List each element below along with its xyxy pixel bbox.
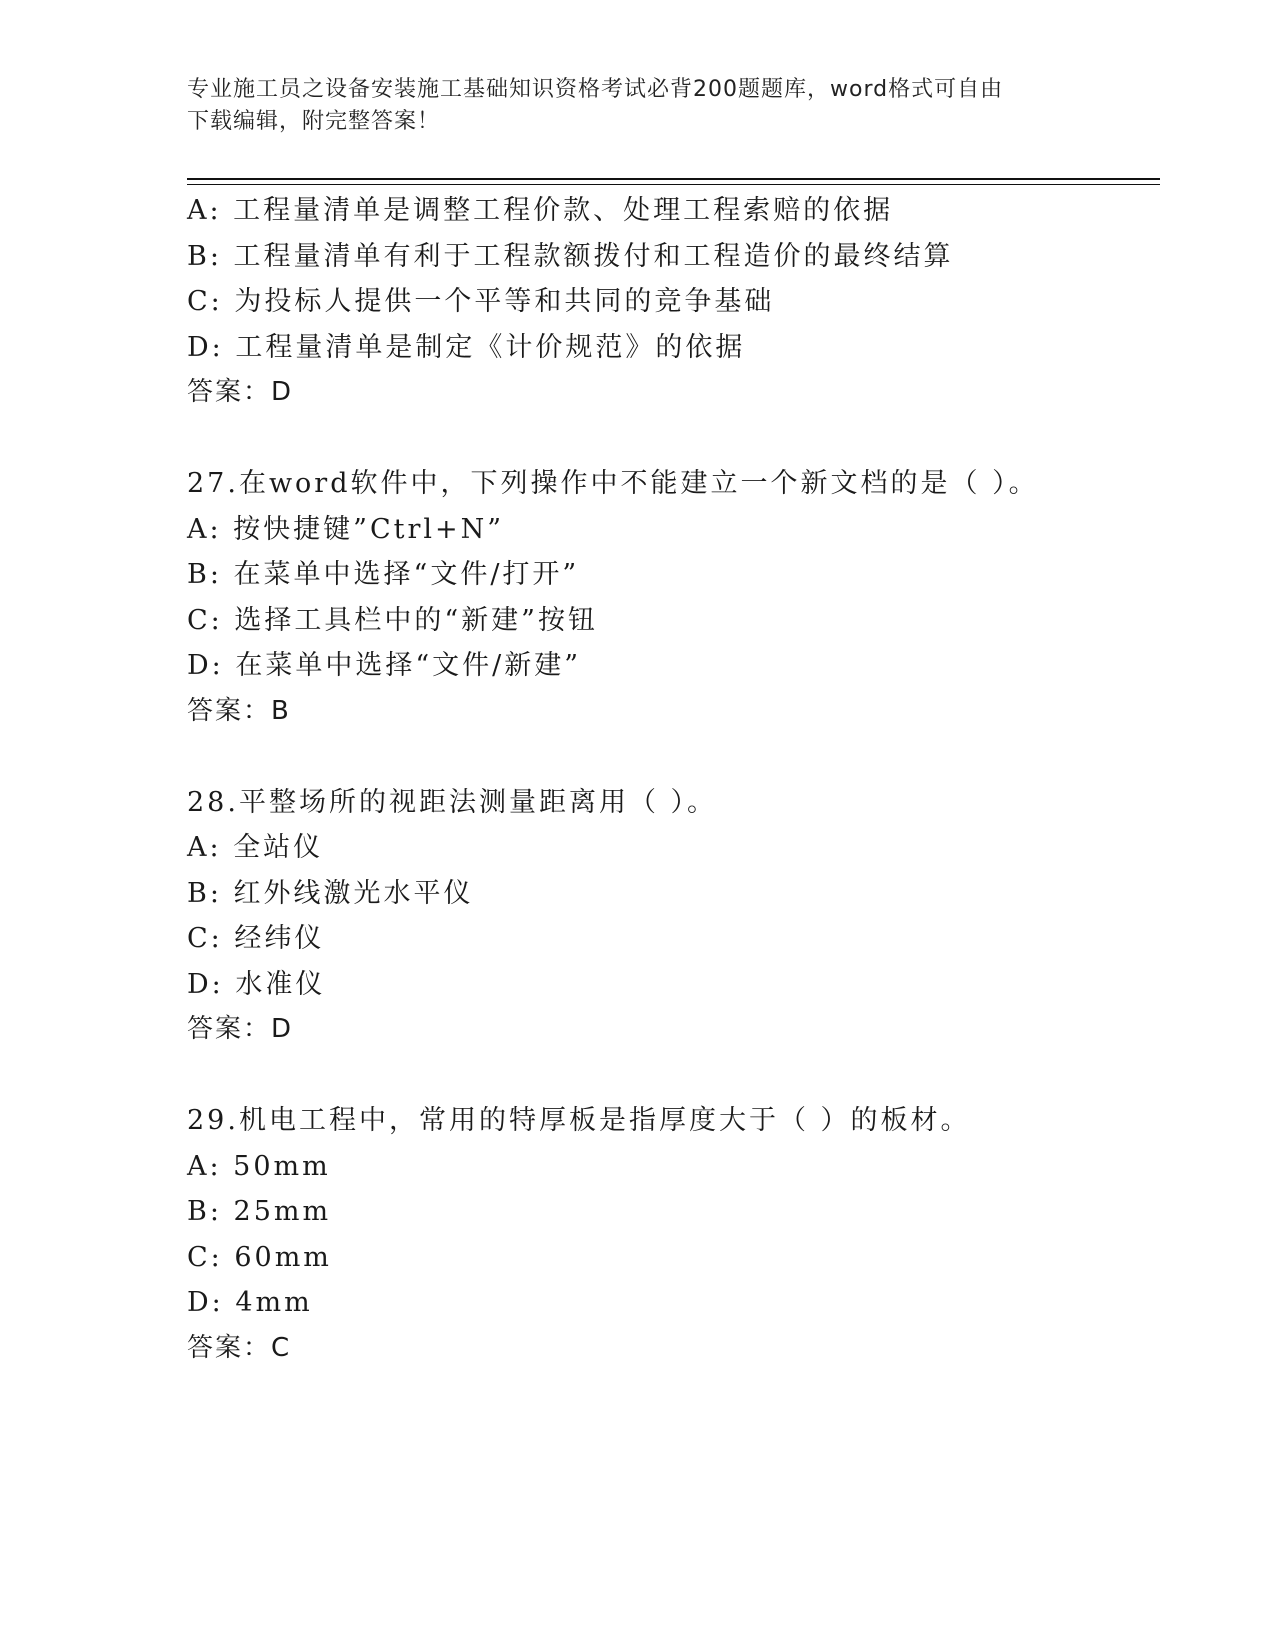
question-28 xyxy=(187,780,1147,1053)
header-line-2: 下载编辑，附完整答案！ xyxy=(187,109,441,134)
question-stem: 29.机电工程中，常用的特厚板是指厚度大于（ ）的板材。 xyxy=(187,1105,971,1136)
option-d: D: 水准仪 xyxy=(187,968,326,1000)
header-line-1: 专业施工员之设备安装施工基础知识资格考试必背200题题库，word格式可自由 xyxy=(187,77,1004,102)
option-a: A: 工程量清单是调整工程价款、处理工程索赔的依据 xyxy=(187,195,894,226)
spacer xyxy=(187,416,1147,462)
option-b: B: 在菜单中选择“文件/打开” xyxy=(187,559,580,590)
answer: 答案：D xyxy=(187,377,294,407)
answer: 答案：D xyxy=(187,1014,294,1044)
answer: 答案：C xyxy=(187,1332,292,1363)
option-c: C: 选择工具栏中的“新建”按钮 xyxy=(187,604,598,636)
option-c: C: 为投标人提供一个平等和共同的竞争基础 xyxy=(187,286,775,317)
option-b: B: 红外线激光水平仪 xyxy=(187,877,474,909)
option-d: D: 在菜单中选择“文件/新建” xyxy=(187,650,582,681)
question-stem: 28.平整场所的视距法测量距离用（ ）。 xyxy=(187,786,718,818)
option-c: C: 60mm xyxy=(187,1241,332,1273)
option-a: A: 全站仪 xyxy=(187,832,324,863)
option-b: B: 工程量清单有利于工程款额拨付和工程造价的最终结算 xyxy=(187,240,954,272)
question-list xyxy=(187,188,1147,1371)
question-26-continued xyxy=(187,188,1147,416)
option-a: A: 50mm xyxy=(187,1150,331,1182)
spacer xyxy=(187,1053,1147,1099)
spacer xyxy=(187,734,1147,780)
question-29 xyxy=(187,1098,1147,1371)
option-c: C: 经纬仪 xyxy=(187,923,325,954)
option-d: D: 工程量清单是制定《计价规范》的依据 xyxy=(187,331,746,363)
option-a: A: 按快捷键”Ctrl+N” xyxy=(187,513,505,545)
document-header xyxy=(187,74,1087,138)
header-divider xyxy=(187,178,1160,185)
question-27 xyxy=(187,461,1147,734)
option-b: B: 25mm xyxy=(187,1196,332,1227)
answer: 答案：B xyxy=(187,695,291,726)
option-d: D: 4mm xyxy=(187,1287,313,1318)
question-stem: 27.在word软件中，下列操作中不能建立一个新文档的是（ ）。 xyxy=(187,468,1039,499)
